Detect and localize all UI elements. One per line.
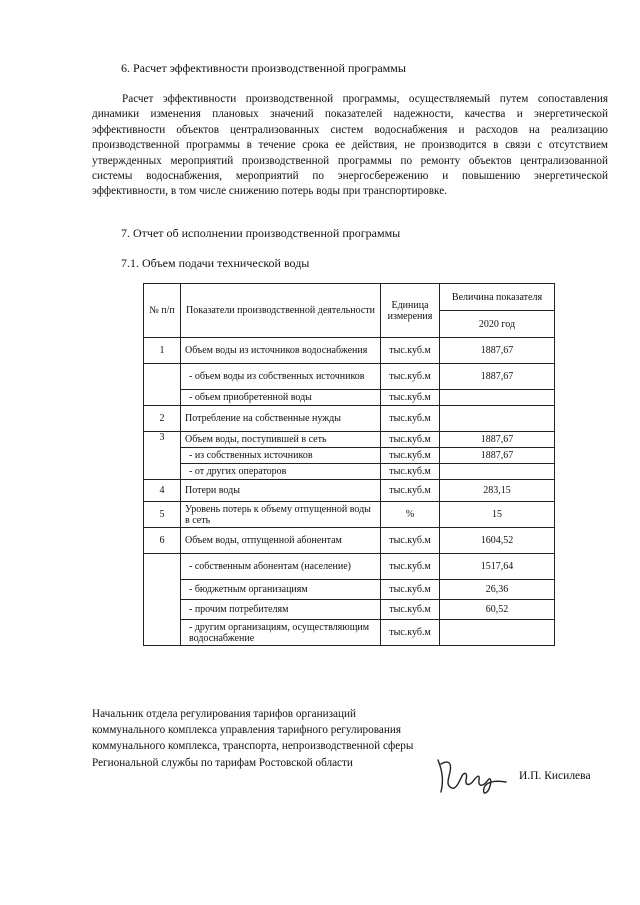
row-unit: тыс.куб.м — [381, 554, 440, 580]
table-row — [144, 554, 555, 580]
row-name: Потери воды — [181, 480, 381, 502]
row-value: 1887,67 — [440, 448, 555, 464]
table-row — [144, 448, 555, 464]
header-unit: Единица измерения — [381, 284, 440, 338]
row-value: 60,52 — [440, 600, 555, 620]
table-row — [144, 406, 555, 432]
row-num: 2 — [144, 406, 181, 432]
signatory-position: Начальник отдела регулирования тарифов организаций коммунального комплекса управления тарифного регулирования коммунального комплекса, транспорта, непроизводственной сферы Региональной службы по тарифам Ростовской области — [92, 708, 414, 769]
row-unit: тыс.куб.м — [381, 338, 440, 364]
row-value — [440, 406, 555, 432]
row-unit: тыс.куб.м — [381, 448, 440, 464]
section-7-1-subheading: 7.1. Объем подачи технической воды — [121, 256, 310, 270]
table-row — [144, 338, 555, 364]
row-value — [440, 464, 555, 480]
row-value: 1604,52 — [440, 528, 555, 554]
row-value: 1887,67 — [440, 364, 555, 390]
header-value-group: Величина показателя — [440, 284, 555, 311]
row-name: - собственным абонентам (население) — [181, 554, 381, 580]
table-row — [144, 480, 555, 502]
row-num — [144, 554, 181, 646]
row-name: Объем воды, поступившей в сеть — [181, 432, 381, 448]
row-value: 26,36 — [440, 580, 555, 600]
table-row — [144, 432, 555, 448]
section-6-heading: 6. Расчет эффективности производственной программы — [121, 61, 406, 75]
row-num: 5 — [144, 502, 181, 528]
section-6-paragraph: Расчет эффективности производственной программы, осуществляемый путем сопоставления динамики изменения плановых значений показателей надежности, качества и энергетической эффективности объектов централизованных систем водоснабжения и расходов на реализацию производственной программы в течение срока ее действия, не производится в связи с отсутствием утвержденных мероприятий производственной программы по ремонту объектов централизованной системы водоснабжения, мероприятий по энергосбережению и повышению энергетической эффективности, в том числе снижению потерь воды при транспортировке. — [92, 93, 608, 198]
handwritten-signature — [432, 750, 510, 798]
signatory-name: И.П. Кисилева — [519, 770, 591, 782]
water-supply-table — [143, 283, 555, 646]
table-row — [144, 580, 555, 600]
row-value: 1887,67 — [440, 338, 555, 364]
row-unit: тыс.куб.м — [381, 600, 440, 620]
row-unit: тыс.куб.м — [381, 620, 440, 646]
section-7-heading: 7. Отчет об исполнении производственной программы — [121, 226, 401, 240]
row-value — [440, 620, 555, 646]
row-unit: % — [381, 502, 440, 528]
table-row — [144, 364, 555, 390]
row-name: - другим организациям, осуществляющим водоснабжение — [181, 620, 381, 646]
row-name: Потребление на собственные нужды — [181, 406, 381, 432]
row-value: 1887,67 — [440, 432, 555, 448]
row-num: 3 — [144, 432, 181, 480]
row-unit: тыс.куб.м — [381, 464, 440, 480]
row-name: Объем воды из источников водоснабжения — [181, 338, 381, 364]
row-unit: тыс.куб.м — [381, 364, 440, 390]
table-row — [144, 528, 555, 554]
row-num: 6 — [144, 528, 181, 554]
row-name: - объем воды из собственных источников — [181, 364, 381, 390]
table-row — [144, 600, 555, 620]
row-unit: тыс.куб.м — [381, 390, 440, 406]
row-unit: тыс.куб.м — [381, 406, 440, 432]
header-indicator: Показатели производственной деятельности — [181, 284, 381, 338]
header-num: № п/п — [144, 284, 181, 338]
table-row — [144, 464, 555, 480]
row-value: 1517,64 — [440, 554, 555, 580]
row-num — [144, 364, 181, 406]
row-name: - бюджетным организациям — [181, 580, 381, 600]
table-row — [144, 502, 555, 528]
row-name: - из собственных источников — [181, 448, 381, 464]
row-name: Уровень потерь к объему отпущенной воды в сеть — [181, 502, 381, 528]
row-name: - прочим потребителям — [181, 600, 381, 620]
row-num: 4 — [144, 480, 181, 502]
row-name: - объем приобретенной воды — [181, 390, 381, 406]
row-unit: тыс.куб.м — [381, 480, 440, 502]
table-row — [144, 390, 555, 406]
row-value: 15 — [440, 502, 555, 528]
row-name: Объем воды, отпущенной абонентам — [181, 528, 381, 554]
row-num: 1 — [144, 338, 181, 364]
row-name: - от других операторов — [181, 464, 381, 480]
row-unit: тыс.куб.м — [381, 432, 440, 448]
row-unit: тыс.куб.м — [381, 580, 440, 600]
header-year: 2020 год — [440, 311, 555, 338]
row-value — [440, 390, 555, 406]
row-value: 283,15 — [440, 480, 555, 502]
row-unit: тыс.куб.м — [381, 528, 440, 554]
table-row — [144, 620, 555, 646]
